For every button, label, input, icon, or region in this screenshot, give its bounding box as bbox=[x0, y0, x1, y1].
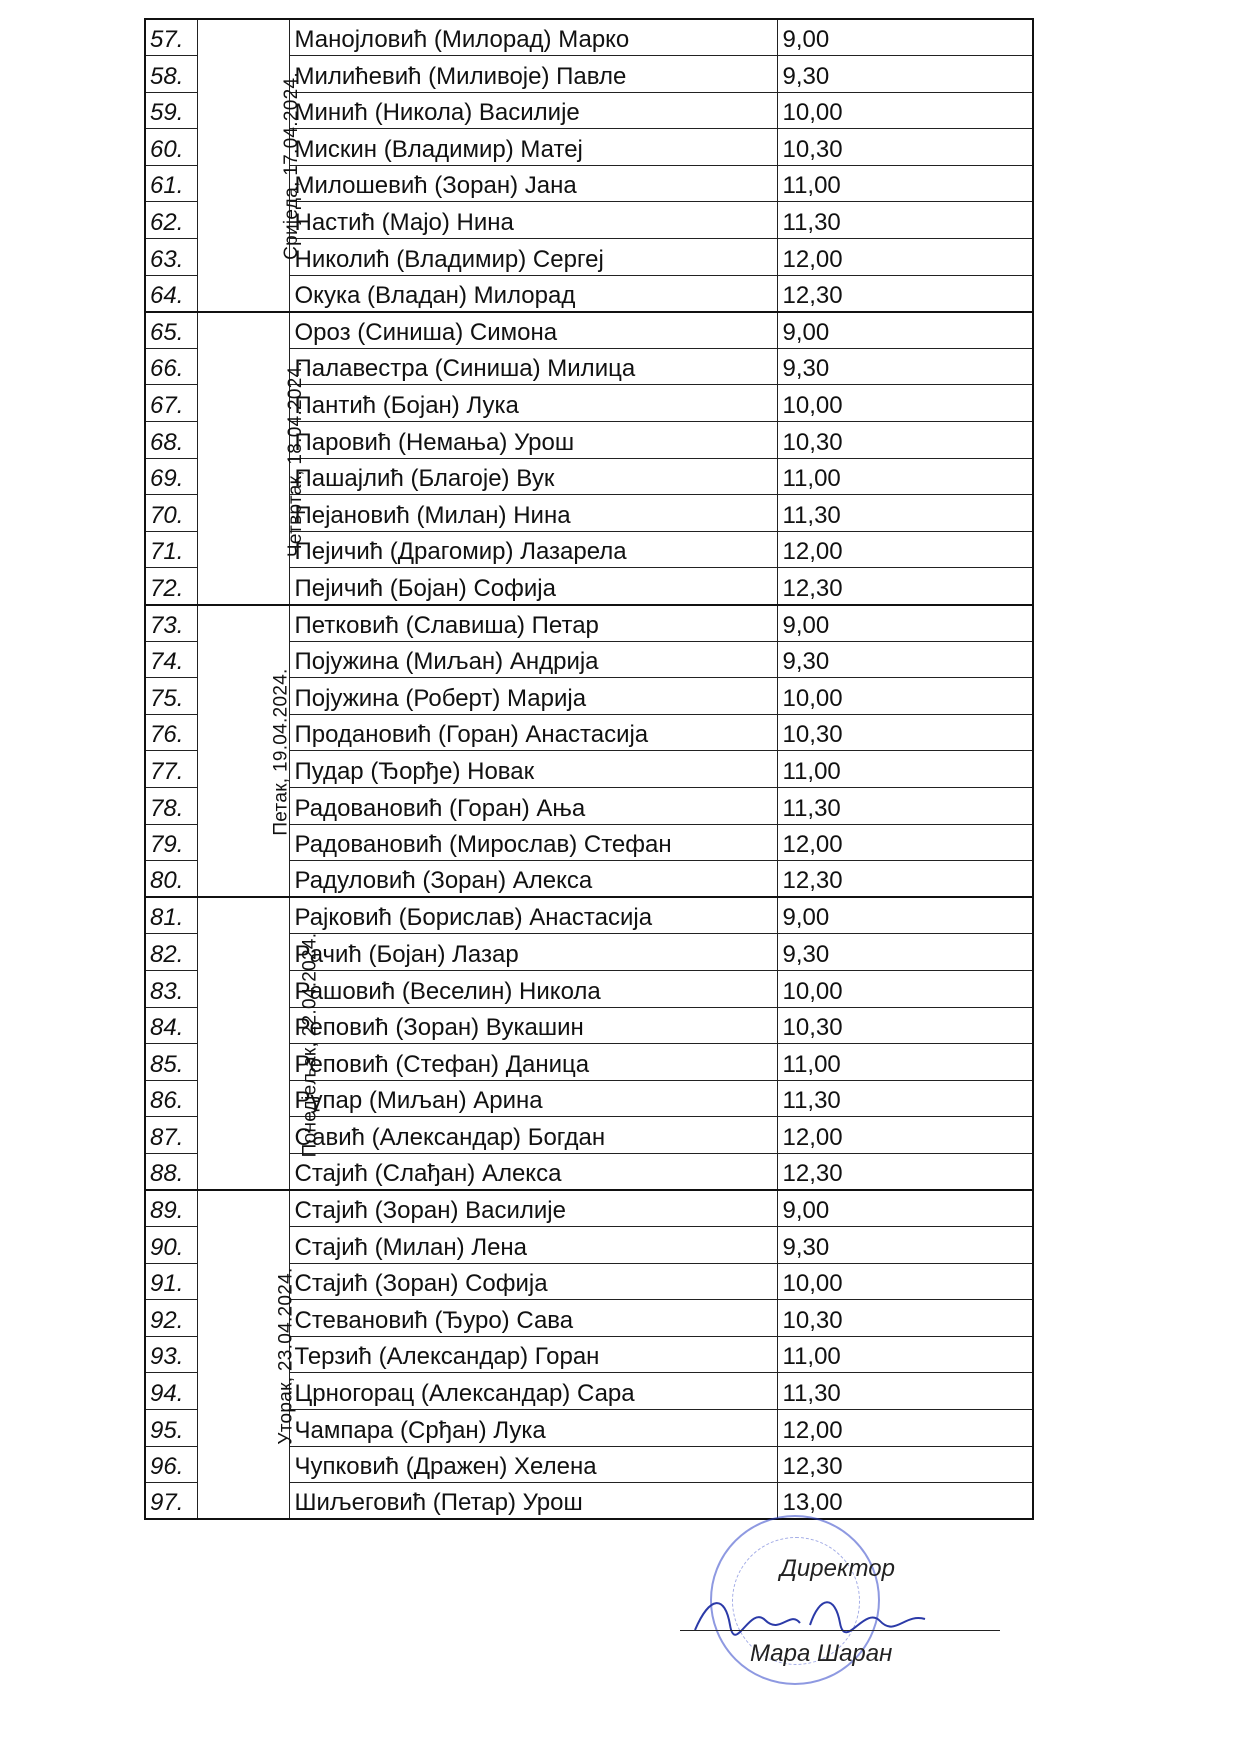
student-name: Чампара (Срђан) Лука bbox=[289, 1410, 777, 1447]
exam-time: 12,00 bbox=[777, 1117, 1033, 1154]
exam-time: 11,30 bbox=[777, 787, 1033, 824]
row-number: 87. bbox=[145, 1117, 197, 1154]
exam-time: 12,30 bbox=[777, 568, 1033, 605]
table-row bbox=[145, 897, 1033, 934]
row-number: 84. bbox=[145, 1007, 197, 1044]
exam-time: 12,00 bbox=[777, 1410, 1033, 1447]
student-name: Николић (Владимир) Сергеј bbox=[289, 239, 777, 276]
student-name: Пудар (Ђорђе) Новак bbox=[289, 751, 777, 788]
student-name: Савић (Александар) Богдан bbox=[289, 1117, 777, 1154]
row-number: 92. bbox=[145, 1300, 197, 1337]
student-name: Терзић (Александар) Горан bbox=[289, 1336, 777, 1373]
student-name: Палавестра (Синиша) Милица bbox=[289, 348, 777, 385]
student-name: Рупар (Миљан) Арина bbox=[289, 1080, 777, 1117]
exam-time: 12,30 bbox=[777, 1446, 1033, 1483]
exam-time: 12,30 bbox=[777, 861, 1033, 898]
student-name: Продановић (Горан) Анастасија bbox=[289, 714, 777, 751]
student-name: Реповић (Зоран) Вукашин bbox=[289, 1007, 777, 1044]
exam-time: 11,30 bbox=[777, 495, 1033, 532]
row-number: 60. bbox=[145, 129, 197, 166]
day-label: Петак, 19.04.2024. bbox=[270, 668, 292, 836]
row-number: 90. bbox=[145, 1227, 197, 1264]
table-row bbox=[145, 605, 1033, 642]
row-number: 78. bbox=[145, 787, 197, 824]
student-name: Чупковић (Дражен) Хелена bbox=[289, 1446, 777, 1483]
student-name: Радуловић (Зоран) Алекса bbox=[289, 861, 777, 898]
exam-time: 12,30 bbox=[777, 275, 1033, 312]
student-name: Петковић (Славиша) Петар bbox=[289, 605, 777, 642]
exam-time: 9,00 bbox=[777, 605, 1033, 642]
exam-time: 11,00 bbox=[777, 165, 1033, 202]
exam-time: 11,30 bbox=[777, 1080, 1033, 1117]
table-row bbox=[145, 19, 1033, 56]
student-name: Стајић (Слађан) Алекса bbox=[289, 1153, 777, 1190]
row-number: 59. bbox=[145, 92, 197, 129]
student-name: Стајић (Милан) Лена bbox=[289, 1227, 777, 1264]
day-label: Уторак, 23.04.2024. bbox=[275, 1267, 297, 1445]
row-number: 69. bbox=[145, 458, 197, 495]
student-name: Пантић (Бојан) Лука bbox=[289, 385, 777, 422]
student-name: Рачић (Бојан) Лазар bbox=[289, 934, 777, 971]
exam-time: 9,00 bbox=[777, 19, 1033, 56]
exam-time: 10,00 bbox=[777, 678, 1033, 715]
row-number: 63. bbox=[145, 239, 197, 276]
table-row bbox=[145, 1190, 1033, 1227]
row-number: 89. bbox=[145, 1190, 197, 1227]
student-name: Стајић (Зоран) Софија bbox=[289, 1263, 777, 1300]
student-name: Пејичић (Бојан) Софија bbox=[289, 568, 777, 605]
row-number: 76. bbox=[145, 714, 197, 751]
exam-time: 10,00 bbox=[777, 92, 1033, 129]
day-label: Сриједа, 17.04.2024. bbox=[280, 72, 302, 261]
row-number: 58. bbox=[145, 56, 197, 93]
exam-time: 12,00 bbox=[777, 239, 1033, 276]
row-number: 64. bbox=[145, 275, 197, 312]
exam-time: 12,30 bbox=[777, 1153, 1033, 1190]
student-name: Појужина (Миљан) Андрија bbox=[289, 641, 777, 678]
student-name: Шиљеговић (Петар) Урош bbox=[289, 1483, 777, 1520]
day-cell bbox=[197, 19, 302, 312]
exam-time: 12,00 bbox=[777, 531, 1033, 568]
student-name: Минић (Никола) Василије bbox=[289, 92, 777, 129]
exam-time: 9,00 bbox=[777, 1190, 1033, 1227]
row-number: 93. bbox=[145, 1336, 197, 1373]
row-number: 65. bbox=[145, 312, 197, 349]
schedule-body bbox=[145, 19, 1033, 1519]
student-name: Радовановић (Мирослав) Стефан bbox=[289, 824, 777, 861]
student-name: Окука (Владан) Милорад bbox=[289, 275, 777, 312]
day-label: Четвртак, 18.04.2024. bbox=[284, 361, 306, 558]
student-name: Мискин (Владимир) Матеј bbox=[289, 129, 777, 166]
row-number: 67. bbox=[145, 385, 197, 422]
row-number: 61. bbox=[145, 165, 197, 202]
student-name: Паровић (Немања) Урош bbox=[289, 422, 777, 459]
row-number: 73. bbox=[145, 605, 197, 642]
student-name: Реповић (Стефан) Даница bbox=[289, 1044, 777, 1081]
exam-time: 10,30 bbox=[777, 422, 1033, 459]
student-name: Настић (Мајо) Нина bbox=[289, 202, 777, 239]
row-number: 57. bbox=[145, 19, 197, 56]
row-number: 82. bbox=[145, 934, 197, 971]
exam-time: 9,00 bbox=[777, 897, 1033, 934]
row-number: 62. bbox=[145, 202, 197, 239]
day-cell bbox=[197, 605, 292, 898]
exam-time: 10,30 bbox=[777, 714, 1033, 751]
student-name: Рашовић (Веселин) Никола bbox=[289, 970, 777, 1007]
student-name: Радовановић (Горан) Ања bbox=[289, 787, 777, 824]
row-number: 80. bbox=[145, 861, 197, 898]
student-name: Пејичић (Драгомир) Лазарела bbox=[289, 531, 777, 568]
row-number: 70. bbox=[145, 495, 197, 532]
student-name: Стевановић (Ђуро) Сава bbox=[289, 1300, 777, 1337]
exam-time: 9,30 bbox=[777, 56, 1033, 93]
row-number: 83. bbox=[145, 970, 197, 1007]
row-number: 79. bbox=[145, 824, 197, 861]
student-name: Пејановић (Милан) Нина bbox=[289, 495, 777, 532]
row-number: 97. bbox=[145, 1483, 197, 1520]
row-number: 68. bbox=[145, 422, 197, 459]
exam-time: 10,00 bbox=[777, 1263, 1033, 1300]
exam-time: 9,30 bbox=[777, 934, 1033, 971]
exam-time: 10,30 bbox=[777, 129, 1033, 166]
exam-time: 9,30 bbox=[777, 348, 1033, 385]
exam-time: 9,00 bbox=[777, 312, 1033, 349]
day-cell bbox=[197, 312, 306, 605]
director-name: Мара Шаран bbox=[750, 1640, 893, 1667]
day-cell bbox=[197, 897, 320, 1190]
exam-time: 13,00 bbox=[777, 1483, 1033, 1520]
row-number: 81. bbox=[145, 897, 197, 934]
exam-time: 11,00 bbox=[777, 1044, 1033, 1081]
row-number: 96. bbox=[145, 1446, 197, 1483]
exam-time: 11,00 bbox=[777, 1336, 1033, 1373]
row-number: 71. bbox=[145, 531, 197, 568]
row-number: 94. bbox=[145, 1373, 197, 1410]
student-name: Појужина (Роберт) Марија bbox=[289, 678, 777, 715]
day-cell bbox=[197, 1190, 297, 1519]
exam-time: 11,30 bbox=[777, 1373, 1033, 1410]
signature-block bbox=[680, 1555, 1020, 1715]
row-number: 85. bbox=[145, 1044, 197, 1081]
exam-time: 9,30 bbox=[777, 641, 1033, 678]
day-label: Понедјељак, 22.04.2024. bbox=[298, 932, 320, 1157]
row-number: 66. bbox=[145, 348, 197, 385]
row-number: 75. bbox=[145, 678, 197, 715]
row-number: 88. bbox=[145, 1153, 197, 1190]
student-name: Рајковић (Борислав) Анастасија bbox=[289, 897, 777, 934]
row-number: 86. bbox=[145, 1080, 197, 1117]
table-row bbox=[145, 312, 1033, 349]
student-name: Пашајлић (Благоје) Вук bbox=[289, 458, 777, 495]
row-number: 95. bbox=[145, 1410, 197, 1447]
exam-time: 10,00 bbox=[777, 970, 1033, 1007]
exam-time: 11,00 bbox=[777, 458, 1033, 495]
row-number: 74. bbox=[145, 641, 197, 678]
student-name: Ороз (Синиша) Симона bbox=[289, 312, 777, 349]
exam-time: 11,30 bbox=[777, 202, 1033, 239]
student-name: Стајић (Зоран) Василије bbox=[289, 1190, 777, 1227]
exam-time: 12,00 bbox=[777, 824, 1033, 861]
exam-time: 10,30 bbox=[777, 1300, 1033, 1337]
director-title: Директор bbox=[780, 1555, 895, 1582]
signature-line bbox=[680, 1630, 1000, 1631]
row-number: 77. bbox=[145, 751, 197, 788]
student-name: Манојловић (Милорад) Марко bbox=[289, 19, 777, 56]
student-name: Црногорац (Александар) Сара bbox=[289, 1373, 777, 1410]
row-number: 91. bbox=[145, 1263, 197, 1300]
student-name: Милошевић (Зоран) Јана bbox=[289, 165, 777, 202]
exam-time: 10,30 bbox=[777, 1007, 1033, 1044]
row-number: 72. bbox=[145, 568, 197, 605]
student-name: Милићевић (Миливоје) Павле bbox=[289, 56, 777, 93]
exam-time: 11,00 bbox=[777, 751, 1033, 788]
exam-schedule-table bbox=[144, 18, 1034, 1520]
exam-time: 9,30 bbox=[777, 1227, 1033, 1264]
exam-time: 10,00 bbox=[777, 385, 1033, 422]
handwritten-signature bbox=[690, 1585, 930, 1645]
